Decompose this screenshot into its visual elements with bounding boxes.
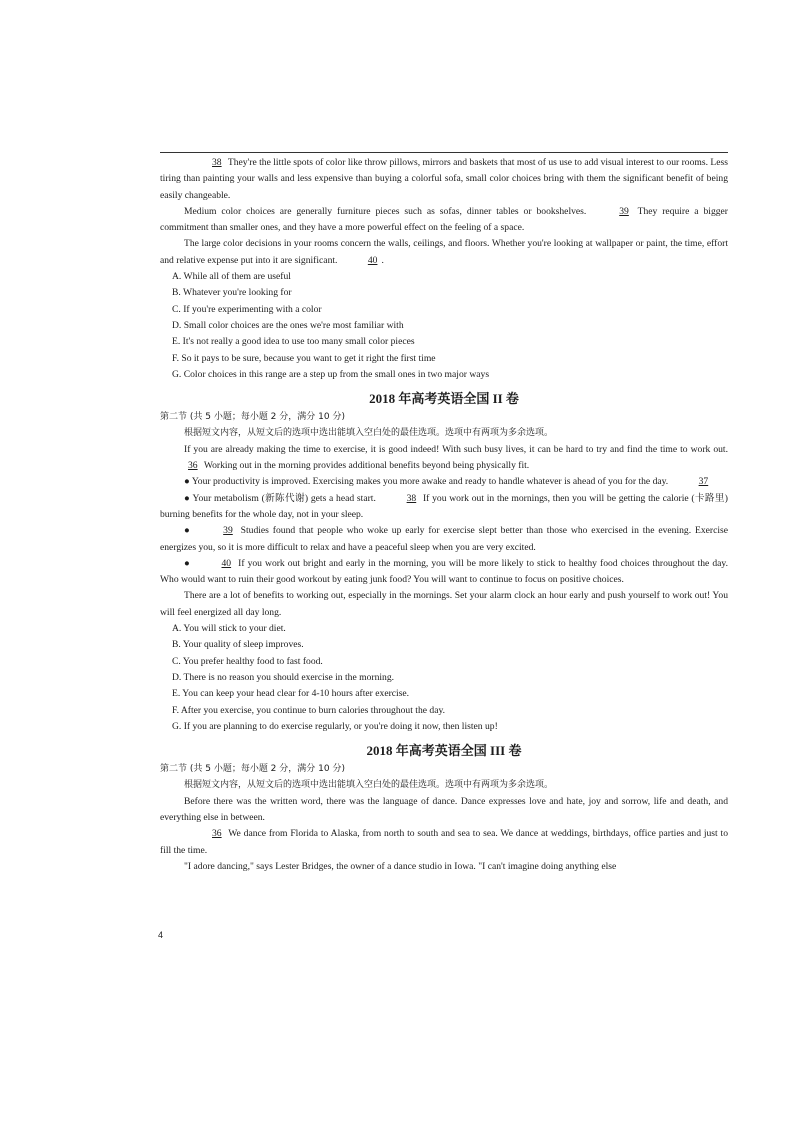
- top-rule: [160, 152, 728, 153]
- bullet-paragraph: [160, 491, 728, 524]
- paragraph-text: The large color decisions in your rooms concern the walls, ceilings, and floors. Whether you're looking at wallpaper or paint, the time, effort and relative expense put into it are significant.: [160, 238, 728, 266]
- paragraph-text: Medium color choices are generally furniture pieces such as sofas, dinner tables or bookshelves.: [184, 205, 587, 217]
- paragraph-text: If you work out in the mornings, then you will be getting the calorie (卡路里) burning benefits for the whole day, not in your sleep.: [160, 492, 728, 520]
- bullet-paragraph: [160, 474, 728, 490]
- bullet-paragraph: [160, 523, 728, 556]
- option-g: G. If you are planning to do exercise regularly, or you're doing it now, then listen up!: [172, 720, 498, 732]
- paragraph-text: They require a bigger commitment than smaller ones, and they have a more powerful effect on the feeling of a space.: [160, 205, 728, 234]
- section-title-iii: 2018 年高考英语全国 III 卷: [366, 743, 522, 759]
- blank-36: 36: [212, 828, 222, 840]
- paragraph: "I adore dancing," says Lester Bridges, the owner of a dance studio in Iowa. "I can't imagine doing anything else: [184, 860, 617, 872]
- paragraph: Before there was the written word, there was the language of dance. Dance expresses love and hate, joy and sorrow, life and death, and everything else in between.: [160, 795, 728, 823]
- instruction: 根据短文内容，从短文后的选项中选出能填入空白处的最佳选项。选项中有两项为多余选项。: [184, 780, 554, 791]
- blank-37: 37: [698, 476, 709, 488]
- option-c: C. You prefer healthy food to fast food.: [172, 655, 323, 667]
- option-c: C. If you're experimenting with a color: [172, 303, 322, 315]
- section-header: 第二节 (共 5 小题；每小题 2 分，满分 10 分): [160, 764, 345, 775]
- bullet-paragraph: [160, 556, 728, 589]
- page-number: 4: [158, 930, 164, 940]
- option-d: D. Small color choices are the ones we're most familiar with: [172, 319, 404, 331]
- blank-40: 40: [367, 254, 378, 266]
- blank-40: 40: [221, 557, 232, 569]
- paragraph-text: Working out in the morning provides additional benefits beyond being physically fit.: [203, 460, 530, 472]
- paragraph: The large color decisions in your rooms concern the walls, ceilings, and floors. Whether you're looking at wallpaper or paint, the time, effort and relative expense put into it are significant. 40 .: [160, 236, 728, 269]
- section-header: 第二节 (共 5 小题；每小题 2 分，满分 10 分): [160, 412, 345, 423]
- section-title-ii: 2018 年高考英语全国 II 卷: [369, 391, 519, 407]
- paragraph-text: If you work out bright and early in the morning, you will be more likely to stick to healthy food choices throughout the day. Who would want to ruin their good workout by eating junk food? You will want to continue to focus on positive choices.: [160, 557, 728, 586]
- option-b: B. Whatever you're looking for: [172, 287, 292, 299]
- paragraph-text: ● Your productivity is improved. Exercising makes you more awake and ready to handle whatever is ahead of you for the day.: [184, 476, 669, 488]
- paragraph-text: They're the little spots of color like throw pillows, mirrors and baskets that most of us use to add visual interest to our rooms. Less tiring than painting your walls and less expensive than buying a colorful sofa, small color choices bring with them the significant benefit of being easily changeable.: [160, 157, 728, 201]
- option-e: E. You can keep your head clear for 4-10 hours after exercise.: [172, 688, 410, 700]
- bullet: ●: [184, 557, 191, 569]
- option-f: F. After you exercise, you continue to burn calories throughout the day.: [172, 704, 446, 716]
- paragraph: [160, 826, 728, 859]
- option-e: E. It's not really a good idea to use too many small color pieces: [172, 336, 415, 348]
- instruction: 根据短文内容，从短文后的选项中选出能填入空白处的最佳选项。选项中有两项为多余选项。: [184, 428, 554, 439]
- paragraph-text: If you are already making the time to exercise, it is good indeed! With such busy lives, it can be hard to try and find the time to work out.: [184, 443, 728, 455]
- paragraph-text: We dance from Florida to Alaska, from north to south and sea to sea. We dance at weddings, birthdays, office parties and just to fill the time.: [160, 828, 728, 856]
- blank-39: 39: [619, 205, 629, 217]
- option-a: A. You will stick to your diet.: [172, 623, 286, 635]
- option-f: F. So it pays to be sure, because you want to get it right the first time: [172, 352, 436, 364]
- option-d: D. There is no reason you should exercise in the morning.: [172, 671, 395, 683]
- paragraph-text: ● Your metabolism (新陈代谢) gets a head start.: [184, 492, 376, 504]
- paragraph-text: Studies found that people who woke up early for exercise slept better than those who exercised in the evening. Exercise energizes you, so it is more difficult to relax and have a peaceful sleep when you are very excited.: [160, 525, 729, 553]
- blank-38: 38: [212, 157, 222, 168]
- bullet: ●: [184, 525, 192, 537]
- paragraph: [160, 155, 728, 204]
- blank-39: 39: [223, 525, 233, 537]
- paragraph: [160, 204, 728, 237]
- option-b: B. Your quality of sleep improves.: [172, 639, 304, 651]
- option-g: G. Color choices in this range are a step up from the small ones in two major ways: [172, 368, 490, 380]
- blank-38: 38: [406, 492, 417, 504]
- option-a: A. While all of them are useful: [172, 271, 291, 283]
- paragraph: There are a lot of benefits to working out, especially in the mornings. Set your alarm clock an hour early and push yourself to work out! You will feel energized all day long.: [160, 590, 728, 618]
- blank-36: 36: [188, 460, 198, 472]
- page-content: [160, 152, 728, 875]
- paragraph: [160, 442, 728, 475]
